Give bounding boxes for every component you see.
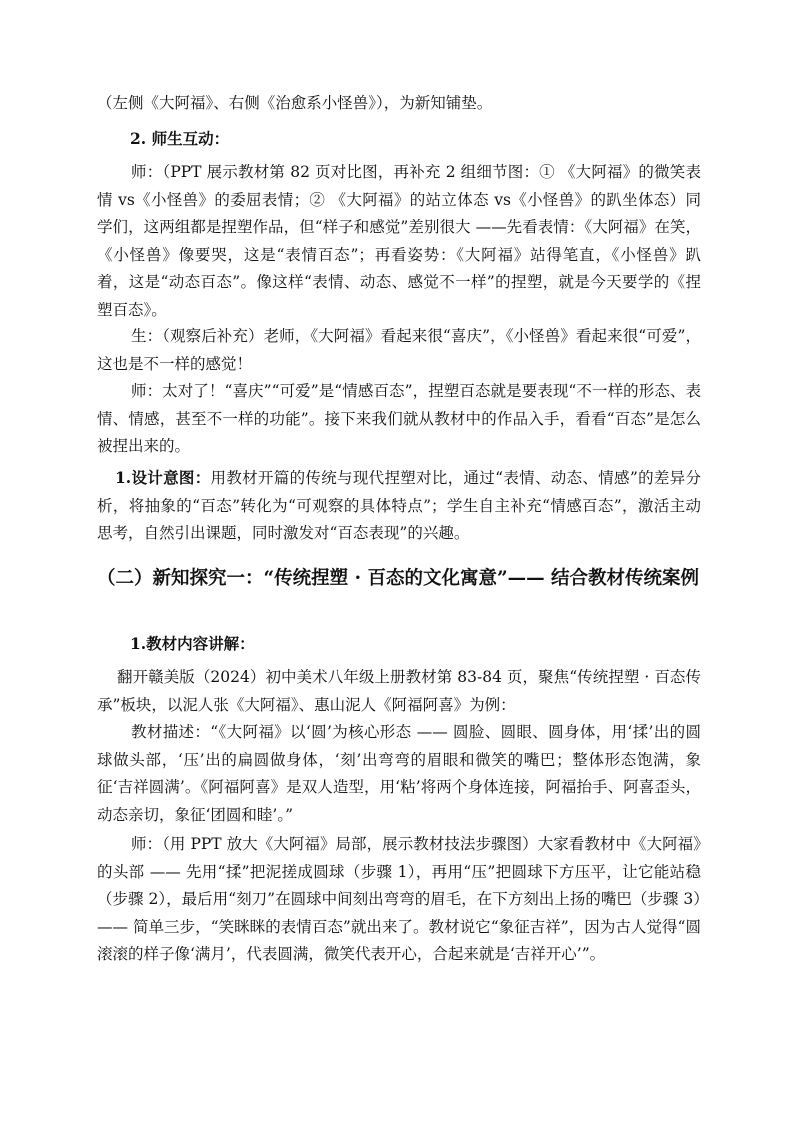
design-intent-text: 用教材开篇的传统与现代捏塑对比，通过“表情、动态、情感”的差异分析，将抽象的“百态”转化为“可观察的具体特点”；学生自主补充“情感百态”，激活主动思考，自然引出课题，同时激发对“百态表现”的兴趣。 [97,469,701,542]
section-heading-text: （二）新知探究一：“传统捏塑 · 百态的文化寓意”—— 结合教材传统案例 [97,568,700,589]
content-heading-text: 1.教材内容讲解： [130,634,255,653]
textbook-description-paragraph [97,719,701,829]
interaction-heading-text: 2. 师生互动： [130,129,230,148]
content-heading [130,630,690,658]
design-intent-paragraph [97,464,701,548]
textbook-description-text: 教材描述：“《大阿福》以‘圆’为核心形态 —— 圆脸、圆眼、圆身体，用‘揉’出的圆球做头部，‘压’出的扁圆做身体，‘刻’出弯弯的眉眼和微笑的嘴巴；整体形态饱满，象征‘吉祥圆满’。《阿福阿喜》是双人造型，用‘粘’将两个身体连接，阿福抬手、阿喜歪头，动态亲切，象征‘团圆和睦’。” [97,723,701,824]
teacher-dialogue-2-text: 师：太对了！“喜庆”“可爱”是“情感百态”，捏塑百态就是要表现“不一样的形态、表情、情感，甚至不一样的功能”。接下来我们就从教材中的作品入手，看看“百态”是怎么被捏出来的。 [97,382,701,455]
section-heading [97,563,707,595]
interaction-heading [130,125,690,153]
design-intent-label: 1.设计意图： [115,468,211,487]
teacher-dialogue-2 [97,378,701,461]
content-intro-text: 翻开赣美版（2024）初中美术八年级上册教材第 83-84 页，聚焦“传统捏塑 · 百态传承”板块，以泥人张《大阿福》、惠山泥人《阿福阿喜》为例： [97,668,701,714]
student-dialogue-1 [97,323,701,378]
teacher-dialogue-3-text: 师：（用 PPT 放大《大阿福》局部，展示教材技法步骤图）大家看教材中《大阿福》的头部 —— 先用“揉”把泥搓成圆球（步骤 1），再用“压”把圆球下方压平，让它能站稳（步骤 2），最后用“刻刀”在圆球中间刻出弯弯的眉毛，在下方刻出上扬的嘴巴（步骤 3）—— 简单三步，“笑眯眯的表情百态”就出来了。教材说它“象征吉祥”，因为古人觉得“圆滚滚的样子像‘满月’，代表圆满，微笑代表开心，合起来就是‘吉祥开心’”。 [97,835,701,963]
content-intro-paragraph [97,664,701,719]
teacher-dialogue-1-text: 师：（PPT 展示教材第 82 页对比图，再补充 2 组细节图：① 《大阿福》的微笑表情 vs《小怪兽》的委屈表情；② 《大阿福》的站立体态 vs《小怪兽》的趴坐体态）同学们，这两组都是捏塑作品，但“样子和感觉”差别很大 ——先看表情：《大阿福》在笑，《小怪兽》像要哭，这是“表情百态”；再看姿势：《大阿福》站得笔直，《小怪兽》趴着，这是“动态百态”。像这样“表情、动态、感觉不一样”的捏塑，就是今天要学的《捏塑百态》。 [97,163,701,319]
teacher-dialogue-1 [97,159,701,324]
intro-tail-text: （左侧《大阿福》、右侧《治愈系小怪兽》），为新知铺垫。 [97,94,493,112]
student-dialogue-1-text: 生：（观察后补充）老师，《大阿福》看起来很“喜庆”，《小怪兽》看起来很“可爱”，这也是不一样的感觉！ [97,327,701,373]
intro-tail-paragraph [97,90,701,118]
teacher-dialogue-3 [97,831,701,969]
